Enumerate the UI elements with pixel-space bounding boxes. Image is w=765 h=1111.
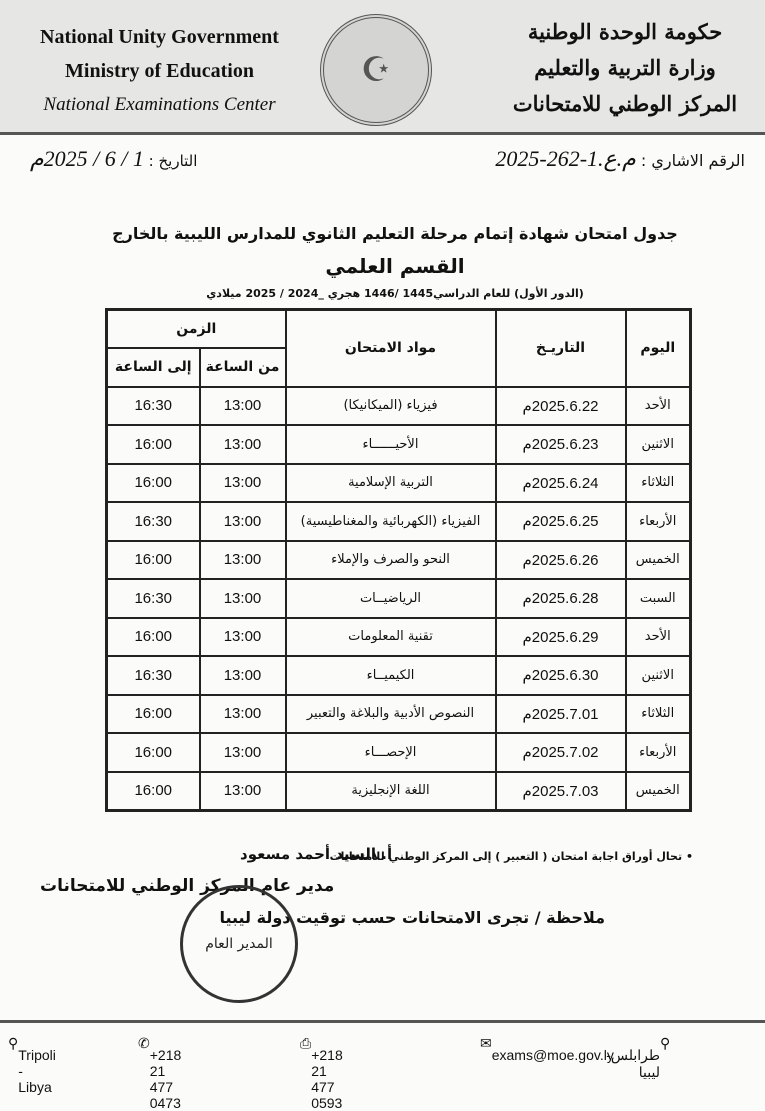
address-en: ⚲ Tripoli - Libya [8, 1035, 56, 1095]
cell-from: 13:00 [200, 656, 286, 695]
cell-to: 16:30 [107, 387, 200, 426]
timing-note: ملاحظة / تجرى الامتحانات حسب توقيت دولة ليبيا [219, 908, 605, 927]
cell-to: 16:30 [107, 579, 200, 618]
date-label: التاريخ : [148, 152, 198, 170]
cell-date: 2025.6.22م [496, 387, 626, 426]
cell-date: 2025.6.29م [496, 618, 626, 657]
date-value: 1 / 6 / 2025م [30, 146, 144, 171]
cell-date: 2025.7.03م [496, 772, 626, 811]
footer [0, 1020, 765, 1111]
table-row [107, 733, 691, 772]
phone: ✆ +218 21 477 0473 [138, 1035, 182, 1111]
table-row [107, 695, 691, 734]
email: ✉ exams@moe.gov.ly [480, 1035, 614, 1063]
reference-number [495, 146, 745, 172]
cell-date: 2025.6.24م [496, 464, 626, 503]
cell-from: 13:00 [200, 502, 286, 541]
header-from: من الساعة [200, 348, 286, 387]
table-row [107, 387, 691, 426]
session-title: (الدور الأول) للعام الدراسي1445 /1446 هجري _2024 / 2025 ميلادي [206, 287, 584, 300]
signatory-name: أ. السيد أحمد مسعود [240, 845, 393, 863]
cell-date: 2025.6.30م [496, 656, 626, 695]
email-text: exams@moe.gov.ly [491, 1047, 614, 1063]
table-row [107, 618, 691, 657]
ministry-logo: ☪ [320, 14, 432, 126]
letterhead-arabic [505, 14, 745, 122]
header-day: اليوم [626, 310, 691, 387]
document-date [30, 146, 197, 172]
cell-from: 13:00 [200, 464, 286, 503]
cell-to: 16:00 [107, 772, 200, 811]
cell-day: الاثنين [626, 425, 691, 464]
gov-name-ar: حكومة الوحدة الوطنية [527, 19, 723, 44]
cell-from: 13:00 [200, 425, 286, 464]
cell-date: 2025.7.01م [496, 695, 626, 734]
cell-to: 16:00 [107, 733, 200, 772]
table-row [107, 502, 691, 541]
cell-from: 13:00 [200, 618, 286, 657]
cell-date: 2025.6.26م [496, 541, 626, 580]
cell-day: الأربعاء [626, 502, 691, 541]
exam-schedule-table [105, 308, 692, 812]
cell-subject: الرياضيــات [286, 579, 496, 618]
header-to: إلى الساعة [107, 348, 200, 387]
cell-to: 16:30 [107, 502, 200, 541]
phone-text: +218 21 477 0473 [149, 1047, 182, 1111]
section-title: القسم العلمي [325, 254, 465, 278]
cell-day: الأربعاء [626, 733, 691, 772]
table-row [107, 425, 691, 464]
stamp-text: المدير العام [205, 936, 273, 952]
cell-day: الأحد [626, 618, 691, 657]
cell-date: 2025.6.25م [496, 502, 626, 541]
main-title: جدول امتحان شهادة إتمام مرحلة التعليم الثانوي للمدارس الليبية بالخارج [112, 224, 678, 243]
cell-date: 2025.6.28م [496, 579, 626, 618]
cell-subject: الأحيــــــاء [286, 425, 496, 464]
cell-subject: الإحصـــاء [286, 733, 496, 772]
cell-from: 13:00 [200, 579, 286, 618]
official-stamp [180, 885, 298, 1003]
cell-from: 13:00 [200, 733, 286, 772]
fax: ⎙ +218 21 477 0593 [300, 1035, 343, 1111]
cell-subject: الكيميــاء [286, 656, 496, 695]
table-row [107, 541, 691, 580]
ministry-name-en: Ministry of Education [65, 60, 254, 82]
cell-from: 13:00 [200, 541, 286, 580]
cell-day: السبت [626, 579, 691, 618]
cell-from: 13:00 [200, 772, 286, 811]
header-subject: مواد الامتحان [286, 310, 496, 387]
cell-subject: النصوص الأدبية والبلاغة والتعبير [286, 695, 496, 734]
table-row [107, 579, 691, 618]
cell-from: 13:00 [200, 695, 286, 734]
center-name-ar: المركز الوطني للامتحانات [512, 91, 738, 116]
cell-subject: التربية الإسلامية [286, 464, 496, 503]
cell-to: 16:00 [107, 618, 200, 657]
cell-subject: فيزياء (الميكانيكا) [286, 387, 496, 426]
cell-subject: تقنية المعلومات [286, 618, 496, 657]
table-row [107, 772, 691, 811]
cell-to: 16:30 [107, 656, 200, 695]
bullet-note-text: تحال أوراق اجابة امتحان ( التعبير ) إلى المركز الوطني للامتحانات [329, 850, 683, 863]
cell-day: الأحد [626, 387, 691, 426]
ministry-name-ar: وزارة التربية والتعليم [534, 55, 716, 80]
cell-to: 16:00 [107, 425, 200, 464]
cell-subject: اللغة الإنجليزية [286, 772, 496, 811]
address-ar-text: طرابلس-ليبيا [606, 1047, 660, 1080]
address-ar: ⚲ طرابلس-ليبيا [606, 1035, 671, 1080]
gov-name-en: National Unity Government [40, 26, 279, 48]
center-name-en: National Examinations Center [43, 94, 276, 115]
header-time: الزمن [107, 310, 286, 349]
table-row [107, 464, 691, 503]
cell-to: 16:00 [107, 464, 200, 503]
header-date: التاريـخ [496, 310, 626, 387]
cell-day: الخميس [626, 541, 691, 580]
bullet-note: • تحال أوراق اجابة امتحان ( التعبير ) إلى المركز الوطني للامتحانات [329, 850, 693, 863]
cell-day: الاثنين [626, 656, 691, 695]
cell-date: 2025.6.23م [496, 425, 626, 464]
cell-day: الثلاثاء [626, 695, 691, 734]
fax-text: +218 21 477 0593 [311, 1047, 343, 1111]
ref-value: م.ع.1-262-2025 [495, 146, 636, 171]
cell-subject: الفيزياء (الكهربائية والمغناطيسية) [286, 502, 496, 541]
cell-to: 16:00 [107, 541, 200, 580]
signatory-title: مدير عام المركز الوطني للامتحانات [40, 876, 335, 896]
cell-day: الخميس [626, 772, 691, 811]
ref-label: الرقم الاشاري : [640, 151, 745, 170]
cell-to: 16:00 [107, 695, 200, 734]
table-row [107, 656, 691, 695]
cell-subject: النحو والصرف والإملاء [286, 541, 496, 580]
cell-date: 2025.7.02م [496, 733, 626, 772]
cell-from: 13:00 [200, 387, 286, 426]
cell-day: الثلاثاء [626, 464, 691, 503]
address-en-text: Tripoli - Libya [18, 1047, 56, 1095]
letterhead-english [22, 20, 297, 122]
